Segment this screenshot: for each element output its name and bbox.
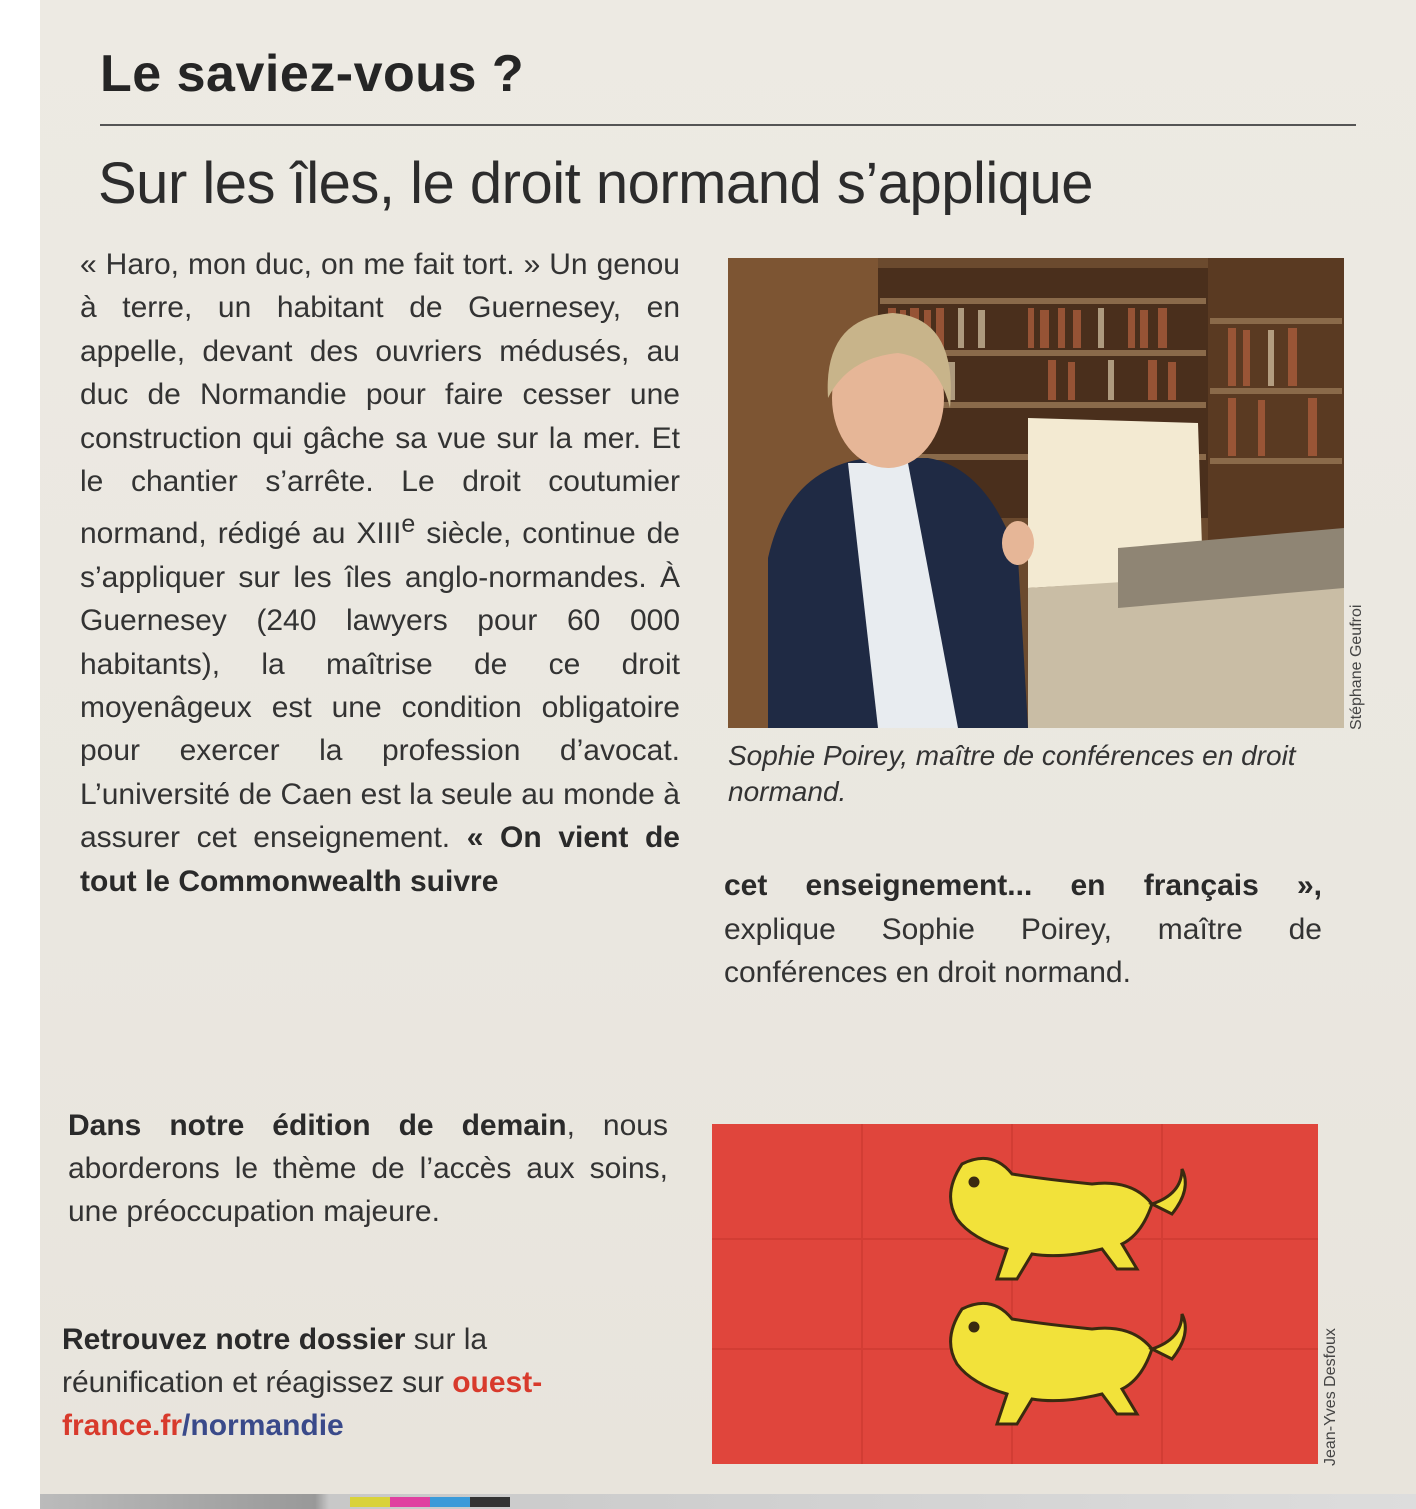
website-link-path[interactable]: /normandie (182, 1409, 344, 1442)
portrait-photo (728, 258, 1344, 728)
dossier-lead: Retrouvez notre dossier (62, 1323, 406, 1356)
normandy-flag-photo (712, 1124, 1318, 1464)
promo-text: , nous aborderons le thème de l’accès aux soins, une préoccupation majeure. (68, 1109, 668, 1228)
century-superscript: e (401, 510, 416, 539)
kicker-rule (100, 124, 1356, 126)
dossier-promo (62, 1318, 622, 1447)
article-intro: « Haro, mon duc, on me fait tort. » Un genou à terre, un habitant de Guernesey, en appelle, devant des ouvriers médusés, au duc de Normandie pour faire cesser une construction qui gâche sa vue sur la mer. Et le chantier s’arrête. Le droit coutumier normand, rédigé au XIII (80, 248, 680, 551)
photo-caption: Sophie Poirey, maître de conférences en droit normand. (728, 740, 1296, 807)
tomorrow-edition-promo (68, 1104, 668, 1233)
normandy-flag-image (712, 1124, 1318, 1464)
website-link-domain[interactable]: ouest-france.fr (62, 1366, 543, 1442)
article-quote-end: cet enseignement... en français », (724, 869, 1322, 902)
promo-lead: Dans notre édition de demain (68, 1109, 567, 1142)
page-bottom-edge (40, 1494, 1416, 1509)
article-body-text: siècle, continue de s’appliquer sur les îles anglo-normandes. À Guernesey (240 lawyers pour 60 000 habitants), la maîtrise de ce droit moyenâgeux est une condition obligatoire pour exercer la profession d’avocat. L’université de Caen est la seule au monde à assurer cet enseignement. (80, 517, 680, 855)
flag-photo-credit: Jean-Yves Desfoux (1322, 1328, 1339, 1466)
photo-credit: Stéphane Geufroi (1348, 604, 1365, 730)
article-headline: Sur les îles, le droit normand s’applique (98, 151, 1094, 216)
dossier-text: sur la réunification et réagissez sur (62, 1323, 488, 1399)
article-body-continued (724, 864, 1322, 995)
printer-color-bars (350, 1497, 510, 1507)
article-body (80, 243, 680, 903)
scan-margin (0, 0, 40, 1509)
section-kicker: Le saviez-vous ? (100, 45, 525, 103)
article-quote-start: « On vient de tout le Commonwealth suivre (80, 821, 680, 898)
library-scene-image (728, 258, 1344, 728)
article-attribution: explique Sophie Poirey, maître de conférences en droit normand. (724, 912, 1322, 989)
